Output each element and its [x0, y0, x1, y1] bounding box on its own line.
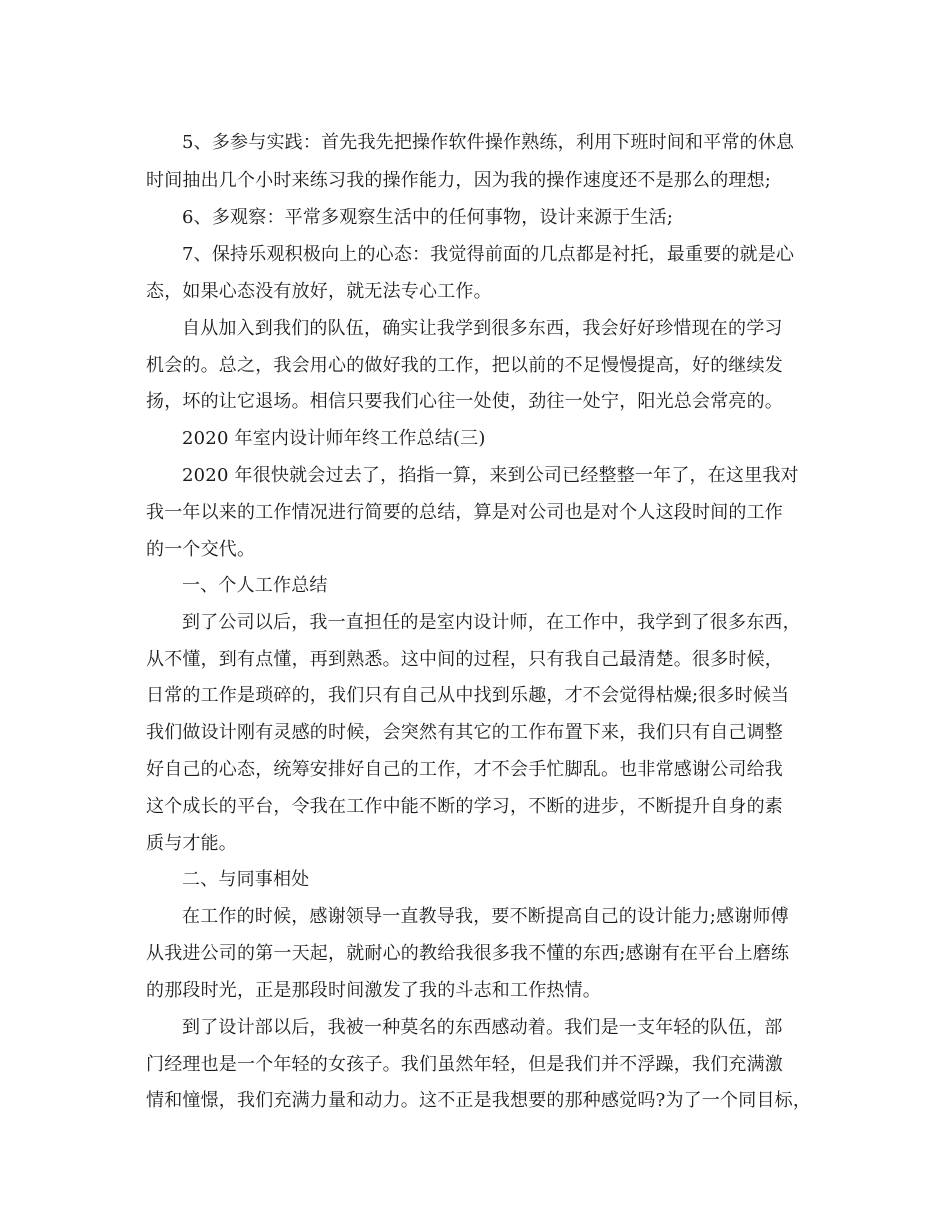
text-line: 我们做设计刚有灵感的时候，会突然有其它的工作布置下来，我们只有自己调整 [146, 722, 783, 743]
text-line: 机会的。总之，我会用心的做好我的工作，把以前的不足慢慢提高，好的继续发 [146, 355, 783, 376]
text-line: 从不懂，到有点懂，再到熟悉。这中间的过程，只有我自己最清楚。很多时候， [146, 649, 783, 670]
section-heading: 二、与同事相处 [182, 869, 310, 890]
text-line: 我一年以来的工作情况进行简要的总结，算是对公司也是对个人这段时间的工作 [146, 502, 783, 523]
text-line: 门经理也是一个年轻的女孩子。我们虽然年轻，但是我们并不浮躁，我们充满激 [146, 1054, 783, 1075]
text-line: 自从加入到我们的队伍，确实让我学到很多东西，我会好好珍惜现在的学习 [182, 318, 783, 339]
text-line: 日常的工作是琐碎的，我们只有自己从中找到乐趣，才不会觉得枯燥;很多时候当 [146, 685, 790, 706]
text-line: 6、多观察：平常多观察生活中的任何事物，设计来源于生活; [182, 207, 674, 228]
section-heading: 一、个人工作总结 [182, 575, 328, 596]
text-line: 质与才能。 [146, 833, 237, 854]
text-line: 7、保持乐观积极向上的心态：我觉得前面的几点都是衬托，最重要的就是心 [182, 244, 795, 265]
text-line: 2020 年很快就会过去了，掐指一算，来到公司已经整整一年了，在这里我对 [182, 465, 799, 486]
text-line: 的一个交代。 [146, 539, 256, 560]
text-line: 态，如果心态没有放好，就无法专心工作。 [146, 281, 492, 302]
text-line: 好自己的心态，统筹安排好自己的工作，才不会手忙脚乱。也非常感谢公司给我 [146, 759, 783, 780]
text-line: 的那段时光，正是那段时间激发了我的斗志和工作热情。 [146, 980, 601, 1001]
text-line: 5、多参与实践：首先我先把操作软件操作熟练，利用下班时间和平常的休息 [182, 132, 795, 153]
text-line: 扬，坏的让它退场。相信只要我们心往一处使，劲往一处宁，阳光总会常亮的。 [146, 391, 783, 412]
section-title: 2020 年室内设计师年终工作总结(三) [182, 428, 486, 449]
text-line: 到了设计部以后，我被一种莫名的东西感动着。我们是一支年轻的队伍，部 [182, 1017, 783, 1038]
text-line: 时间抽出几个小时来练习我的操作能力，因为我的操作速度还不是那么的理想; [146, 170, 772, 191]
text-line: 情和憧憬，我们充满力量和动力。这不正是我想要的那种感觉吗?为了一个同目标， [146, 1090, 812, 1111]
text-line: 在工作的时候，感谢领导一直教导我，要不断提高自己的设计能力;感谢师傅 [182, 906, 789, 927]
text-line: 到了公司以后，我一直担任的是室内设计师，在工作中，我学到了很多东西， [182, 612, 801, 633]
text-line: 从我进公司的第一天起，就耐心的教给我很多我不懂的东西;感谢有在平台上磨练 [146, 943, 790, 964]
text-line: 这个成长的平台，令我在工作中能不断的学习，不断的进步，不断提升自身的素 [146, 796, 783, 817]
